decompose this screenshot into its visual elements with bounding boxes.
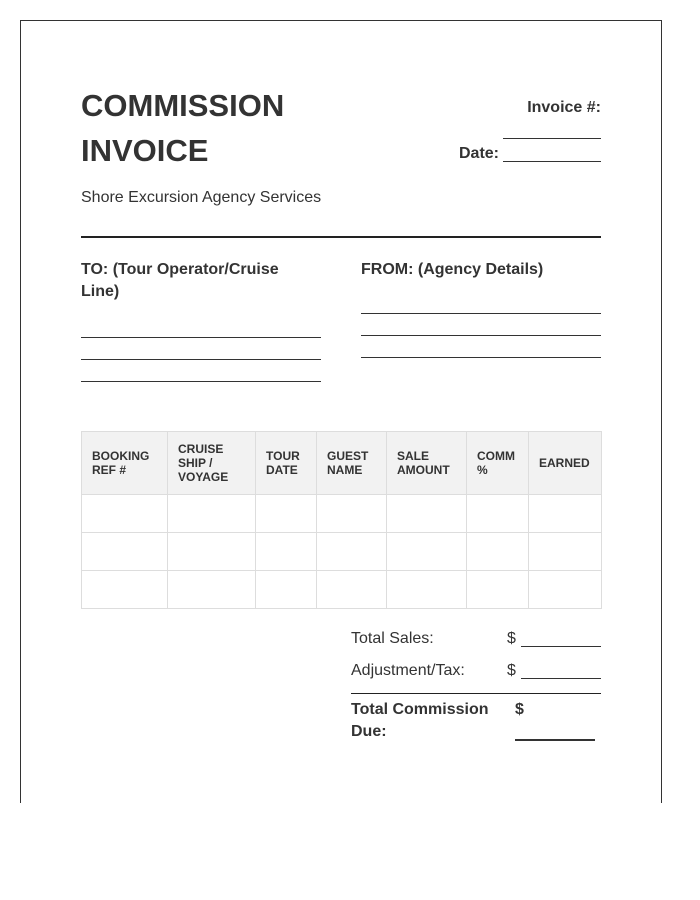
from-field-line-3[interactable] <box>361 357 601 358</box>
commission-table <box>81 431 602 609</box>
table-cell[interactable] <box>168 571 256 609</box>
column-header-tour-date: TOUR DATE <box>256 432 317 495</box>
total-sales-label: Total Sales: <box>351 630 434 647</box>
title-line-2: INVOICE <box>81 133 209 168</box>
table-cell[interactable] <box>317 495 387 533</box>
adjustment-tax-field[interactable] <box>521 678 601 679</box>
date-label: Date: <box>459 145 500 162</box>
date-field[interactable] <box>503 161 601 162</box>
column-header-cruise-ship: CRUISE SHIP / VOYAGE <box>168 432 256 495</box>
to-field-line-1[interactable] <box>81 337 321 338</box>
table-cell[interactable] <box>256 495 317 533</box>
table-cell[interactable] <box>467 495 529 533</box>
table-header-row <box>82 432 602 495</box>
adjustment-tax-currency: $ <box>507 662 516 679</box>
to-heading: TO: (Tour Operator/Cruise Line) <box>81 261 279 300</box>
table-cell[interactable] <box>168 533 256 571</box>
table-cell[interactable] <box>529 571 602 609</box>
table-cell[interactable] <box>82 571 168 609</box>
invoice-page <box>20 20 662 803</box>
table-row <box>82 495 602 533</box>
table-cell[interactable] <box>467 533 529 571</box>
table-cell[interactable] <box>467 571 529 609</box>
table-cell[interactable] <box>168 495 256 533</box>
from-field-line-1[interactable] <box>361 313 601 314</box>
table-cell[interactable] <box>82 495 168 533</box>
table-cell[interactable] <box>387 495 467 533</box>
table-row <box>82 571 602 609</box>
table-cell[interactable] <box>82 533 168 571</box>
to-field-line-3[interactable] <box>81 381 321 382</box>
column-header-sale-amount: SALE AMOUNT <box>387 432 467 495</box>
table-row <box>82 533 602 571</box>
totals-divider <box>351 693 601 694</box>
table-cell[interactable] <box>387 533 467 571</box>
total-due-currency: $ <box>515 701 524 718</box>
column-header-comm-percent: COMM % <box>467 432 529 495</box>
table-cell[interactable] <box>256 571 317 609</box>
table-cell[interactable] <box>317 571 387 609</box>
table-cell[interactable] <box>387 571 467 609</box>
invoice-number-label: Invoice #: <box>527 99 601 116</box>
total-sales-field[interactable] <box>521 646 601 647</box>
table-cell[interactable] <box>529 533 602 571</box>
total-commission-due-label: Total Commission Due: <box>351 701 489 740</box>
column-header-earned: EARNED <box>529 432 602 495</box>
table-cell[interactable] <box>256 533 317 571</box>
title-line-1: COMMISSION <box>81 88 285 123</box>
column-header-booking-ref: BOOKING REF # <box>82 432 168 495</box>
subtitle: Shore Excursion Agency Services <box>81 189 322 206</box>
from-field-line-2[interactable] <box>361 335 601 336</box>
table-cell[interactable] <box>529 495 602 533</box>
table-cell[interactable] <box>317 533 387 571</box>
adjustment-tax-label: Adjustment/Tax: <box>351 662 465 679</box>
invoice-number-field[interactable] <box>503 138 601 139</box>
to-field-line-2[interactable] <box>81 359 321 360</box>
column-header-guest-name: GUEST NAME <box>317 432 387 495</box>
page-title <box>81 83 284 173</box>
header-divider <box>81 236 601 238</box>
from-heading: FROM: (Agency Details) <box>361 261 544 278</box>
total-sales-currency: $ <box>507 630 516 647</box>
total-due-field[interactable] <box>515 739 595 741</box>
